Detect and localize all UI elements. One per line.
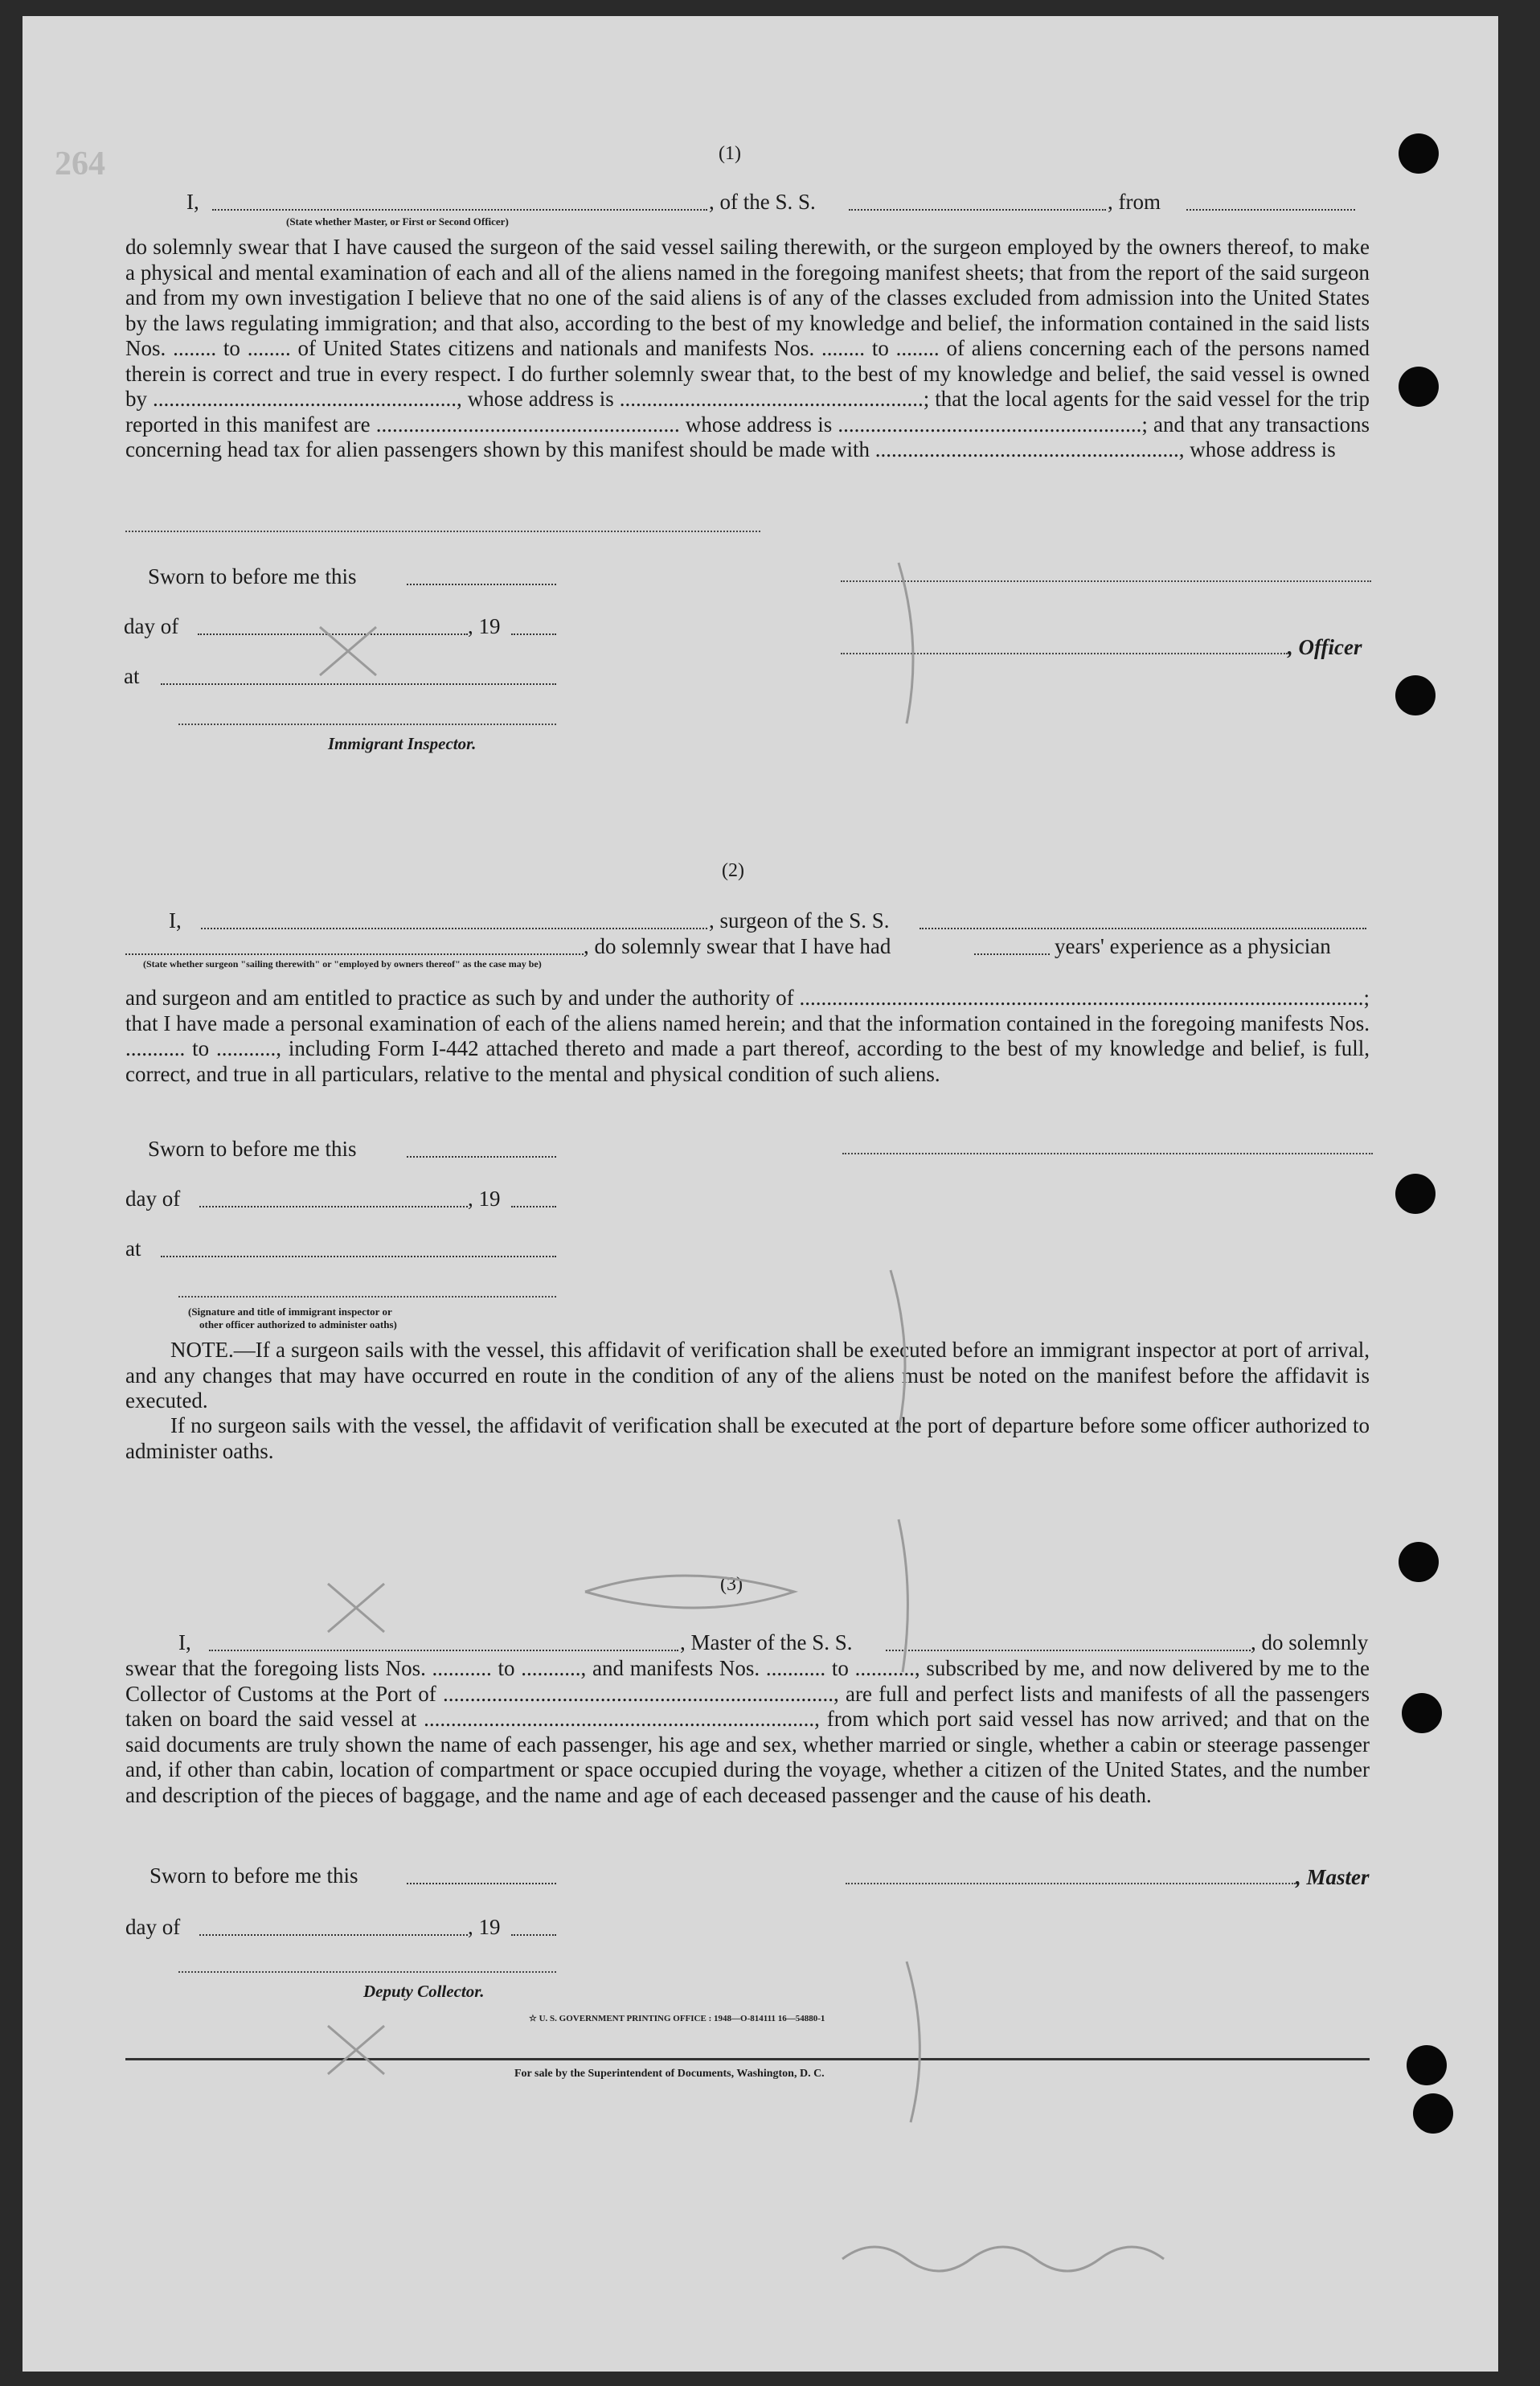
s2-line1-ss: , surgeon of the S. S. [709, 908, 890, 933]
page-number-stamp: 264 [55, 146, 105, 182]
s1-inspector-label: Immigrant Inspector. [328, 734, 477, 753]
s1-sworn-label: Sworn to before me this [148, 564, 357, 588]
bracket-mark-4 [907, 1962, 919, 2122]
s2-sig-caption-2: other officer authorized to administer oaths) [199, 1318, 397, 1330]
section-3-number: (3) [720, 1574, 743, 1595]
s3-collector-label: Deputy Collector. [363, 1982, 485, 2001]
bracket-mark-3 [899, 1519, 907, 1672]
bracket-mark-1 [899, 563, 913, 724]
s3-master-label: , Master [1296, 1865, 1370, 1889]
cross-mark-3 [328, 2026, 384, 2074]
s2-at-label: at [125, 1236, 141, 1261]
s3-line1-solemnly: , do solemnly [1251, 1630, 1369, 1654]
s2-paragraph: and surgeon and am entitled to practice as such by and under the authority of ........................................................................................................; that I have made a personal examination of each of the aliens named herein; and that the information contained in the foregoing manifests Nos. ........... to ..........., including Form I-442 attached thereto and made a part thereof, according to the best of my knowledge and belief, is full, correct, and true in all particulars, relative to the mental and physical condition of such aliens. [125, 986, 1370, 1086]
cross-mark-2 [328, 1584, 384, 1632]
s1-line1-ss: , of the S. S. [709, 190, 816, 214]
s3-year-label: , 19 [468, 1915, 501, 1939]
s2-line2-physician: years' experience as a physician [1055, 934, 1331, 958]
s1-at-label: at [124, 664, 140, 688]
s2-day-label: day of [125, 1187, 181, 1211]
s1-officer-label: , Officer [1288, 635, 1362, 659]
s1-line1-from: , from [1108, 190, 1161, 214]
s2-sworn-label: Sworn to before me this [148, 1137, 357, 1161]
s1-day-label: day of [124, 614, 179, 638]
section-1-number: (1) [719, 143, 741, 164]
s1-paragraph: do solemnly swear that I have caused the surgeon of the said vessel sailing therewith, or the surgeon employed by the owners thereof, to make a physical and mental examination of each and all of the aliens named in the foregoing manifest sheets; that from the report of the said surgeon and from my own investigation I believe that no one of the said aliens is of any of the classes excluded from admission into the United States by the laws regulating immigration; and that also, according to the best of my knowledge and belief, the information contained in the said lists Nos. ........ to ........ of United States citizens and nationals and manifests Nos. ........ to ........ of aliens concerning each of the persons named therein is correct and true in every respect. I do further solemnly swear that, to the best of my knowledge and belief, the said vessel is owned by ........................................................, whose address is ........................................................; that the local agents for the said vessel for the trip reported in this manifest are ........................................................ whose address is ........................................................; and that any transactions concerning head tax for alien passengers shown by this manifest should be made with ........................................................, whose address is [125, 235, 1370, 461]
signature-scribble [842, 2247, 1164, 2271]
s1-line1-i: I, [186, 190, 199, 214]
gpo-imprint: ☆ U. S. GOVERNMENT PRINTING OFFICE : 1948—O-814111 16—54880-1 [529, 2014, 825, 2023]
s3-line1-i: I, [178, 1630, 191, 1654]
s1-officer-caption: (State whether Master, or First or Second Officer) [286, 215, 509, 228]
for-sale-note: For sale by the Superintendent of Documents, Washington, D. C. [514, 2068, 825, 2080]
cross-mark-1 [320, 627, 376, 675]
s2-note-1: NOTE.—If a surgeon sails with the vessel, this affidavit of verification shall be executed before an immigrant inspector at port of arrival, and any changes that may have occurred en route in the condition of any of the aliens must be noted on the manifest before the affidavit is executed. [125, 1338, 1370, 1412]
s2-note-2: If no surgeon sails with the vessel, the affidavit of verification shall be executed at the port of departure before some officer authorized to administer oaths. [125, 1413, 1370, 1463]
s2-year-label: , 19 [468, 1187, 501, 1211]
section-2-number: (2) [722, 860, 744, 881]
s2-surgeon-caption: (State whether surgeon "sailing therewith" or "employed by owners thereof" as the case may be) [143, 958, 542, 970]
s3-day-label: day of [125, 1915, 181, 1939]
handwriting-marks [23, 16, 1498, 2372]
s3-paragraph: swear that the foregoing lists Nos. ........... to ..........., and manifests Nos. ........... to ..........., subscribed by me, and now delivered by me to the Collector of Customs at the Port of ........................................................................, are full and perfect lists and manifests of all the passengers taken on board the said vessel at ........................................................................, from which port said vessel has now arrived; and that on the said documents are truly shown the name of each passenger, his age and sex, whether married or single, whether a cabin or steerage passenger and, if other than cabin, location of compartment or space occupied during the voyage, whether a citizen of the United States, and the number and description of the pieces of baggage, and the name and age of each deceased passenger and the cause of his death. [125, 1656, 1370, 1807]
bracket-mark-2 [891, 1270, 905, 1431]
s1-year-label: , 19 [468, 614, 501, 638]
oval-mark [585, 1576, 794, 1608]
s2-line1-i: I, [169, 908, 182, 933]
s3-sworn-label: Sworn to before me this [149, 1863, 358, 1888]
s2-sig-caption-1: (Signature and title of immigrant inspector or [188, 1306, 392, 1318]
s3-line1-ss: , Master of the S. S. [680, 1630, 853, 1654]
form-page [23, 16, 1498, 2372]
s2-line2-swear: , do solemnly swear that I have had [584, 934, 891, 958]
